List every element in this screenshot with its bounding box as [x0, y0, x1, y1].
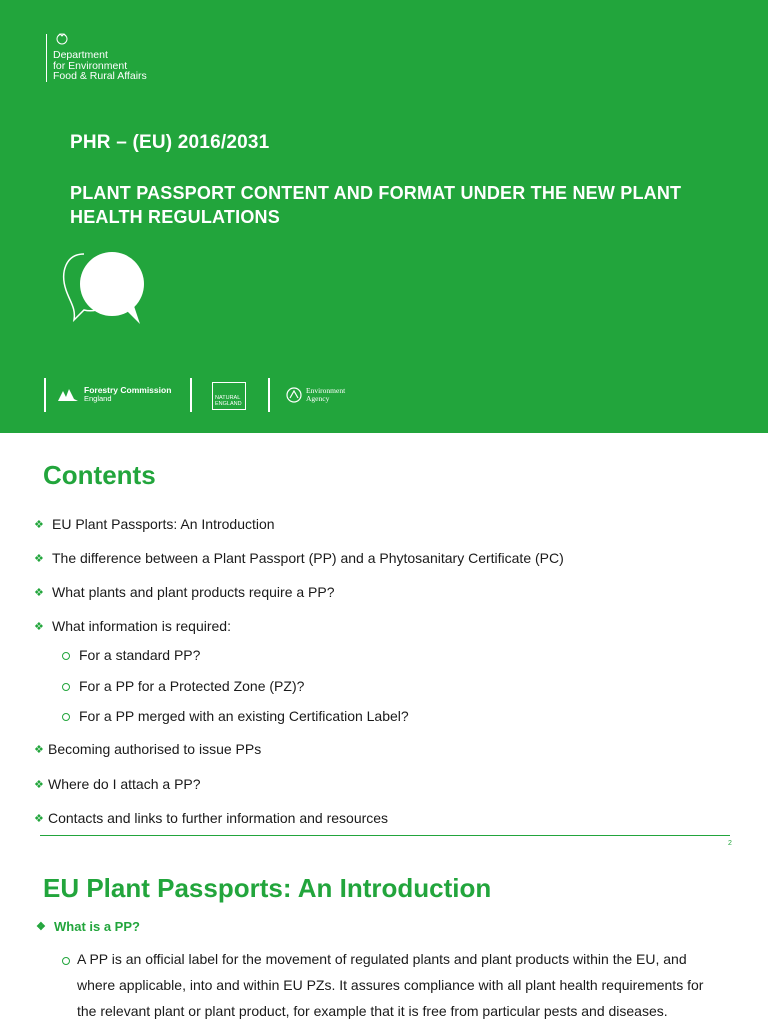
defra-logo — [46, 34, 147, 82]
environment-agency-icon — [286, 387, 302, 403]
tree-icon — [56, 387, 80, 403]
list-item-text: Where do I attach a PP? — [48, 776, 201, 792]
introduction-title: EU Plant Passports: An Introduction — [43, 873, 492, 903]
contents-slide — [0, 433, 768, 853]
speech-bubbles-icon — [62, 250, 152, 326]
environment-agency-name: Environment — [306, 386, 346, 395]
circle-bullet-icon — [62, 713, 70, 721]
list-item-text: For a PP merged with an existing Certification Label? — [79, 708, 409, 724]
circle-bullet-icon — [62, 683, 70, 691]
list-item — [34, 618, 231, 634]
circle-bullet-icon — [62, 652, 70, 660]
list-item — [34, 741, 261, 757]
list-item-text: The difference between a Plant Passport (PP) and a Phytosanitary Certificate (PC) — [52, 550, 564, 566]
sub-list-item — [62, 678, 304, 694]
natural-england-name: NATURAL ENGLAND — [215, 395, 242, 407]
diamond-bullet-icon: ❖ — [36, 921, 46, 933]
divider — [44, 378, 46, 412]
list-item — [34, 516, 275, 532]
forestry-region: England — [84, 394, 112, 403]
list-item-text: Contacts and links to further information and resources — [48, 810, 389, 826]
diamond-bullet-icon: ❖ — [34, 778, 44, 791]
diamond-bullet-icon: ❖ — [34, 552, 44, 565]
natural-england-logo — [212, 382, 246, 410]
divider — [268, 378, 270, 412]
environment-agency-logo — [286, 387, 345, 403]
question-text: What is a PP? — [54, 919, 140, 934]
introduction-slide — [0, 853, 768, 1024]
presentation-title: PHR – (EU) 2016/2031 — [70, 132, 270, 153]
list-item-text: For a PP for a Protected Zone (PZ)? — [79, 678, 305, 694]
presentation-subtitle: PLANT PASSPORT CONTENT AND FORMAT UNDER THE NEW PLANT HEALTH REGULATIONS — [70, 183, 682, 227]
definition-paragraph — [62, 946, 722, 1024]
diamond-bullet-icon: ❖ — [34, 518, 44, 531]
title-slide — [0, 0, 768, 433]
contents-title: Contents — [43, 460, 156, 490]
list-item-text: For a standard PP? — [79, 647, 201, 663]
diamond-bullet-icon: ❖ — [34, 586, 44, 599]
environment-agency-name-2: Agency — [306, 394, 330, 403]
list-item — [34, 776, 201, 792]
diamond-bullet-icon: ❖ — [34, 812, 44, 825]
list-item-text: What information is required: — [52, 618, 231, 634]
org-line: for Environment — [53, 59, 128, 72]
sub-list-item — [62, 647, 200, 663]
list-item-text: Becoming authorised to issue PPs — [48, 741, 262, 757]
partner-logos — [44, 378, 384, 414]
diamond-bullet-icon: ❖ — [34, 743, 44, 756]
org-line: Food & Rural Affairs — [53, 70, 147, 82]
divider — [190, 378, 192, 412]
list-item — [34, 550, 564, 566]
list-item-text: EU Plant Passports: An Introduction — [52, 516, 275, 532]
footer-rule — [40, 835, 730, 836]
question-heading — [36, 919, 140, 934]
list-item — [34, 810, 388, 826]
page-number: 2 — [728, 840, 732, 847]
definition-text: A PP is an official label for the movement of regulated plants and plant products within the EU, and where applicable, into and within EU PZs. It assures compliance with all plant health requirements for the relevant plant or plant product, for example that it is free from particular pests and diseases. — [77, 951, 704, 1019]
royal-crest-icon — [55, 32, 69, 46]
sub-list-item — [62, 708, 409, 724]
list-item — [34, 584, 335, 600]
list-item-text: What plants and plant products require a PP? — [52, 584, 335, 600]
forestry-commission-logo — [56, 386, 171, 403]
circle-bullet-icon — [62, 957, 70, 965]
forestry-name: Forestry Commission — [84, 385, 172, 395]
org-line: Department — [53, 49, 108, 61]
diamond-bullet-icon: ❖ — [34, 620, 44, 633]
